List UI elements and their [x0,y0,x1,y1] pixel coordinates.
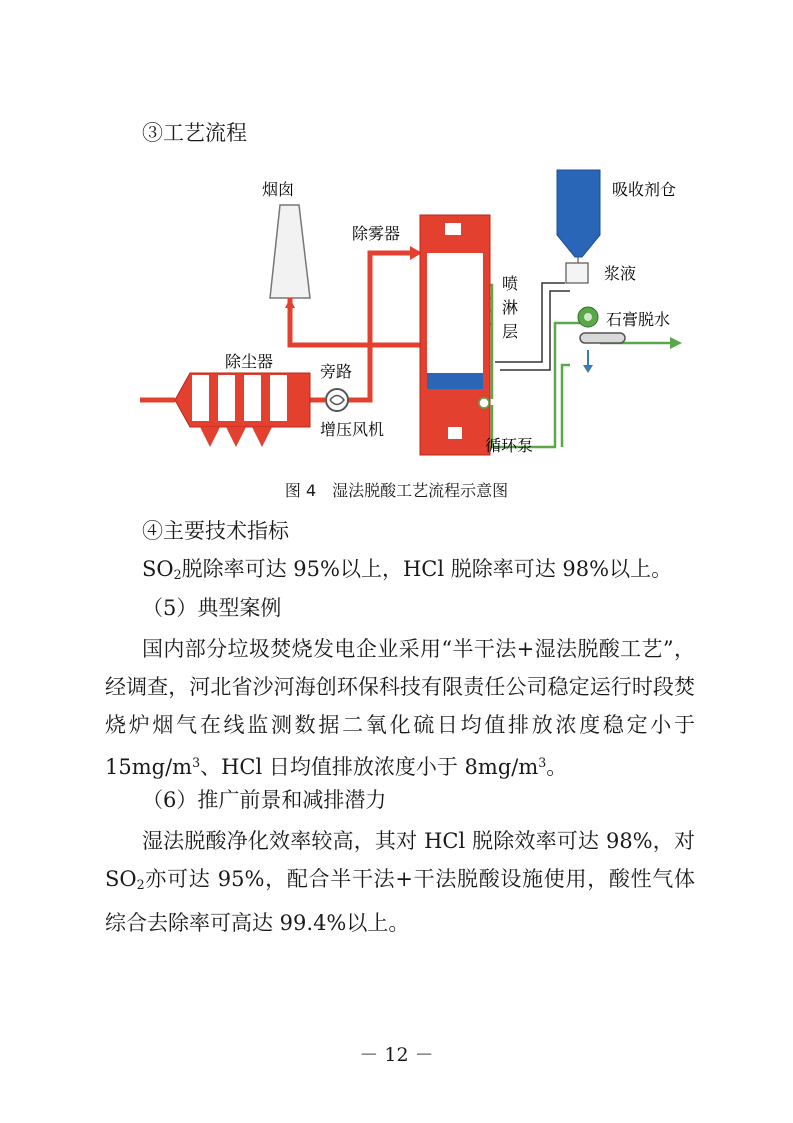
label-chimney: 烟囱 [262,180,295,199]
label-pump: 循环泵 [485,436,534,455]
label-absorbent-silo: 吸收剂仓 [612,180,677,199]
label-spray-2: 淋 [502,298,519,317]
label-dust-collector: 除尘器 [225,352,274,371]
section-title: ③工艺流程 [142,121,247,145]
tech-title: ④主要技术指标 [142,519,289,543]
process-flow-diagram [130,165,685,470]
label-spray-3: 层 [502,322,519,341]
absorbent-silo [557,170,600,257]
label-booster-fan: 增压风机 [320,420,385,439]
gypsum-arrow-head [670,337,682,349]
slurry-box [566,263,588,283]
promo-title: （6）推广前景和减排潜力 [142,788,387,812]
figure-caption: 图 4 湿法脱酸工艺流程示意图 [284,481,509,500]
label-spray-1: 喷 [502,274,519,293]
conveyor-belt [580,333,625,343]
label-demister: 除雾器 [352,224,401,243]
label-slurry: 浆液 [604,264,637,283]
promo-paragraph: 湿法脱酸净化效率较高，其对 HCl 脱除效率可达 98%，对 $SO_2$亦可达 95%，配合半干法+干法脱酸设施使用，酸性气体综合去除率可高达 99.4%以上。 [105,829,695,935]
case-paragraph: 国内部分垃圾焚烧发电企业采用“半干法+湿法脱酸工艺”，经调查，河北省沙河海创环保科技有限责任公司稳定运行时段焚烧炉烟气在线监测数据二氧化硫日均值排放浓度稳定小于 $15mg/m^3$、HCl 日均值排放浓度小于 $8mg/m^3$。 [105,637,695,779]
page-number: － 12 － [359,1044,434,1066]
label-bypass: 旁路 [320,362,353,381]
dust-collector [175,373,310,447]
case-title: （5）典型案例 [142,596,282,620]
chimney-shape [270,205,310,298]
tech-indicator: $SO_2$脱除率可达 95%以上，HCl 脱除率可达 98%以上。 [142,557,673,582]
label-gypsum: 石膏脱水 [606,310,671,329]
